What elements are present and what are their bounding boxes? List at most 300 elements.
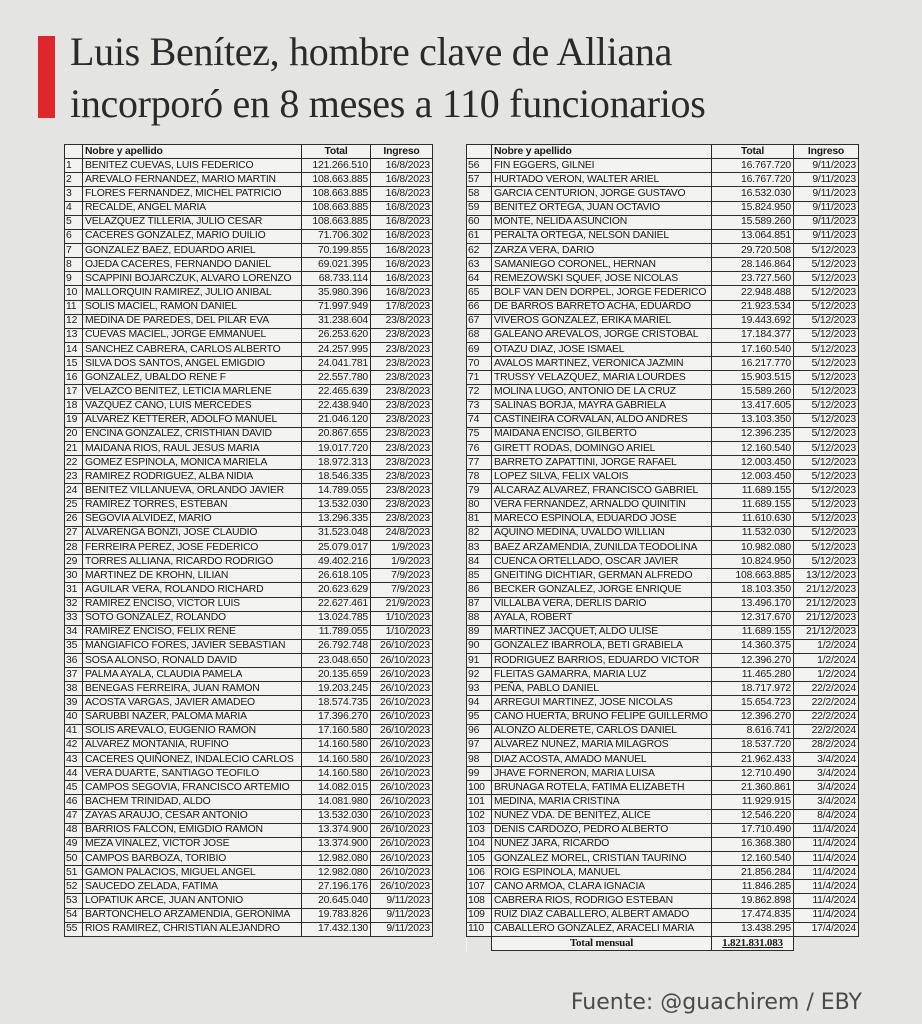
table-row [467, 159, 859, 173]
row-number: 1 [65, 159, 83, 173]
row-number: 45 [65, 781, 83, 795]
table-row [65, 229, 433, 243]
official-name: DIAZ ACOSTA, AMADO MANUEL [492, 753, 712, 767]
official-name: GONZALEZ MOREL, CRISTIAN TAURINO [492, 852, 712, 866]
row-number: 82 [467, 526, 492, 540]
hire-date: 22/2/2024 [794, 724, 859, 738]
hire-date: 5/12/2023 [794, 456, 859, 470]
row-number: 3 [65, 187, 83, 201]
row-number: 93 [467, 682, 492, 696]
official-name: AQUINO MEDINA, UVALDO WILLIAN [492, 526, 712, 540]
salary-total: 31.238.604 [302, 314, 371, 328]
row-number: 26 [65, 512, 83, 526]
row-number: 37 [65, 668, 83, 682]
row-number: 99 [467, 767, 492, 781]
row-number: 42 [65, 738, 83, 752]
table-row [65, 427, 433, 441]
table-row [65, 470, 433, 484]
salary-total: 22.557.780 [302, 371, 371, 385]
salary-total: 13.438.295 [712, 922, 794, 936]
salary-total: 17.160.540 [712, 342, 794, 356]
salary-total: 10.982.080 [712, 540, 794, 554]
salary-total: 21.923.534 [712, 300, 794, 314]
official-name: GOMEZ ESPINOLA, MONICA MARIELA [83, 456, 302, 470]
row-number: 88 [467, 611, 492, 625]
table-row [467, 243, 859, 257]
salary-total: 70.199.855 [302, 243, 371, 257]
hire-date: 5/12/2023 [794, 484, 859, 498]
table-row [467, 272, 859, 286]
hire-date: 11/4/2024 [794, 866, 859, 880]
table-row [467, 201, 859, 215]
official-name: VELAZQUEZ TILLERIA, JULIO CESAR [83, 215, 302, 229]
official-name: GARCIA CENTURION, JORGE GUSTAVO [492, 187, 712, 201]
row-number: 67 [467, 314, 492, 328]
salary-total: 22.948.488 [712, 286, 794, 300]
table-row [467, 908, 859, 922]
row-number: 11 [65, 300, 83, 314]
row-number: 84 [467, 555, 492, 569]
row-number: 39 [65, 696, 83, 710]
official-name: SOLIS MACIEL, RAMON DANIEL [83, 300, 302, 314]
table-row [65, 767, 433, 781]
official-name: VERA DUARTE, SANTIAGO TEOFILO [83, 767, 302, 781]
official-name: TRUSSY VELAZQUEZ, MARIA LOURDES [492, 371, 712, 385]
table-row [65, 456, 433, 470]
table-body-right [467, 159, 859, 937]
hire-date: 11/4/2024 [794, 894, 859, 908]
official-name: RIOS RAMIREZ, CHRISTIAN ALEJANDRO [83, 922, 302, 936]
salary-total: 15.903.515 [712, 371, 794, 385]
salary-total: 14.160.580 [302, 767, 371, 781]
hire-date: 26/10/2023 [371, 738, 433, 752]
table-row [65, 526, 433, 540]
table-row [65, 668, 433, 682]
salary-total: 21.856.284 [712, 866, 794, 880]
table-row [65, 908, 433, 922]
row-number: 72 [467, 385, 492, 399]
official-name: MEDINA, MARIA CRISTINA [492, 795, 712, 809]
row-number: 36 [65, 654, 83, 668]
hire-date: 5/12/2023 [794, 413, 859, 427]
table-row [65, 159, 433, 173]
hire-date: 23/8/2023 [371, 314, 433, 328]
salary-total: 108.663.885 [302, 173, 371, 187]
official-name: ZARZA VERA, DARIO [492, 243, 712, 257]
official-name: FLORES FERNANDEZ, MICHEL PATRICIO [83, 187, 302, 201]
hire-date: 5/12/2023 [794, 342, 859, 356]
official-name: SEGOVIA ALVIDEZ, MARIO [83, 512, 302, 526]
official-name: ZAYAS ARAUJO, CESAR ANTONIO [83, 809, 302, 823]
table-row [65, 173, 433, 187]
hire-date: 17/4/2024 [794, 922, 859, 936]
row-number: 57 [467, 173, 492, 187]
row-number: 69 [467, 342, 492, 356]
salary-total: 13.024.785 [302, 611, 371, 625]
official-name: MANGIAFICO FORES, JAVIER SEBASTIAN [83, 639, 302, 653]
official-name: SANCHEZ CABRERA, CARLOS ALBERTO [83, 342, 302, 356]
hire-date: 5/12/2023 [794, 258, 859, 272]
official-name: MARECO ESPINOLA, EDUARDO JOSE [492, 512, 712, 526]
table-row [65, 738, 433, 752]
source-credit: Fuente: @guachirem / EBY [570, 990, 862, 1015]
hire-date: 16/8/2023 [371, 187, 433, 201]
hire-date: 26/10/2023 [371, 668, 433, 682]
table-row [65, 597, 433, 611]
row-number: 43 [65, 753, 83, 767]
official-name: CAMPOS SEGOVIA, FRANCISCO ARTEMIO [83, 781, 302, 795]
hire-date: 23/8/2023 [371, 512, 433, 526]
official-name: GONZALEZ IBARROLA, BETI GRABIELA [492, 639, 712, 653]
hire-date: 5/12/2023 [794, 272, 859, 286]
row-number: 105 [467, 852, 492, 866]
official-name: ALCARAZ ALVAREZ, FRANCISCO GABRIEL [492, 484, 712, 498]
salary-total: 17.396.270 [302, 710, 371, 724]
row-number: 92 [467, 668, 492, 682]
table-row [65, 540, 433, 554]
headline-line-1: Luis Benítez, hombre clave de Alliana [70, 29, 673, 74]
salary-total: 71.997.949 [302, 300, 371, 314]
headline-accent-bar [38, 36, 55, 118]
table-row [65, 753, 433, 767]
hire-date: 5/12/2023 [794, 555, 859, 569]
hire-date: 11/4/2024 [794, 852, 859, 866]
table-row [65, 880, 433, 894]
salary-total: 35.980.396 [302, 286, 371, 300]
row-number: 6 [65, 229, 83, 243]
official-name: BOLF VAN DEN DORPEL, JORGE FEDERICO [492, 286, 712, 300]
table-row [467, 823, 859, 837]
official-name: VELAZCO BENITEZ, LETICIA MARLENE [83, 385, 302, 399]
table-row [65, 866, 433, 880]
official-name: REMEZOWSKI SQUEF, JOSE NICOLAS [492, 272, 712, 286]
table-row [467, 512, 859, 526]
salary-total: 20.645.040 [302, 894, 371, 908]
row-number: 59 [467, 201, 492, 215]
hire-date: 16/8/2023 [371, 215, 433, 229]
table-row [65, 654, 433, 668]
official-name: LOPEZ SILVA, FELIX VALOIS [492, 470, 712, 484]
hire-date: 26/10/2023 [371, 767, 433, 781]
salary-total: 20.867.655 [302, 427, 371, 441]
hire-date: 9/11/2023 [794, 173, 859, 187]
table-body-left [65, 159, 433, 937]
row-number: 74 [467, 413, 492, 427]
table-row [65, 187, 433, 201]
row-number: 81 [467, 512, 492, 526]
official-name: ACOSTA VARGAS, JAVIER AMADEO [83, 696, 302, 710]
salary-total: 12.396.270 [712, 654, 794, 668]
official-name: CUENCA ORTELLADO, OSCAR JAVIER [492, 555, 712, 569]
salary-total: 12.396.270 [712, 710, 794, 724]
salary-total: 26.618.105 [302, 569, 371, 583]
row-number: 12 [65, 314, 83, 328]
hire-date: 23/8/2023 [371, 470, 433, 484]
hire-date: 3/4/2024 [794, 795, 859, 809]
row-number: 80 [467, 498, 492, 512]
table-row [467, 173, 859, 187]
salary-total: 12.396.235 [712, 427, 794, 441]
row-number: 29 [65, 555, 83, 569]
table-row [467, 724, 859, 738]
salary-total: 14.160.580 [302, 738, 371, 752]
official-name: GONZALEZ, UBALDO RENE F [83, 371, 302, 385]
hire-date: 3/4/2024 [794, 767, 859, 781]
official-name: FLEITAS GAMARRA, MARIA LUZ [492, 668, 712, 682]
official-name: OTAZU DIAZ, JOSE ISMAEL [492, 342, 712, 356]
table-row [467, 837, 859, 851]
salary-total: 18.546.335 [302, 470, 371, 484]
row-number: 27 [65, 526, 83, 540]
row-number: 62 [467, 243, 492, 257]
hire-date: 26/10/2023 [371, 724, 433, 738]
official-name: ROIG ESPINOLA, MANUEL [492, 866, 712, 880]
table-row [65, 611, 433, 625]
official-name: DE BARROS BARRETO ACHA, EDUARDO [492, 300, 712, 314]
table-row [65, 823, 433, 837]
salary-total: 31.523.048 [302, 526, 371, 540]
table-row [65, 724, 433, 738]
salary-total: 12.982.080 [302, 866, 371, 880]
table-row [467, 258, 859, 272]
official-name: MEDINA DE PAREDES, DEL PILAR EVA [83, 314, 302, 328]
row-number: 79 [467, 484, 492, 498]
table-row [467, 286, 859, 300]
row-number: 47 [65, 809, 83, 823]
table-row [65, 512, 433, 526]
table-row [467, 328, 859, 342]
official-name: HURTADO VERON, WALTER ARIEL [492, 173, 712, 187]
official-name: BRUNAGA ROTELA, FATIMA ELIZABETH [492, 781, 712, 795]
table-row [65, 441, 433, 455]
salary-total: 11.929.915 [712, 795, 794, 809]
salary-total: 16.217.770 [712, 357, 794, 371]
salary-total: 16.368.380 [712, 837, 794, 851]
table-row [467, 894, 859, 908]
official-name: GIRETT RODAS, DOMINGO ARIEL [492, 441, 712, 455]
row-number: 109 [467, 908, 492, 922]
salary-total: 13.532.030 [302, 498, 371, 512]
official-name: MOLINA LUGO, ANTONIO DE LA CRUZ [492, 385, 712, 399]
row-number: 17 [65, 385, 83, 399]
salary-total: 17.432.130 [302, 922, 371, 936]
hire-date: 5/12/2023 [794, 399, 859, 413]
row-number: 4 [65, 201, 83, 215]
official-name: VILLALBA VERA, DERLIS DARIO [492, 597, 712, 611]
official-name: TORRES ALLIANA, RICARDO RODRIGO [83, 555, 302, 569]
hire-date: 28/2/2024 [794, 738, 859, 752]
row-number: 76 [467, 441, 492, 455]
table-row [65, 342, 433, 356]
salary-total: 17.184.377 [712, 328, 794, 342]
salary-total: 12.982.080 [302, 852, 371, 866]
table-row [65, 484, 433, 498]
salary-total: 108.663.885 [712, 569, 794, 583]
row-number: 83 [467, 540, 492, 554]
hire-date: 5/12/2023 [794, 427, 859, 441]
hire-date: 1/2/2024 [794, 654, 859, 668]
row-number: 104 [467, 837, 492, 851]
row-number: 87 [467, 597, 492, 611]
table-row [467, 371, 859, 385]
row-number: 9 [65, 272, 83, 286]
table-row [467, 385, 859, 399]
salary-total: 21.046.120 [302, 413, 371, 427]
table-row [467, 710, 859, 724]
row-number: 40 [65, 710, 83, 724]
salary-total: 13.374.900 [302, 823, 371, 837]
table-row [65, 809, 433, 823]
salary-total: 11.689.155 [712, 625, 794, 639]
salary-total: 22.627.461 [302, 597, 371, 611]
table-row [65, 852, 433, 866]
row-number: 52 [65, 880, 83, 894]
official-name: PERALTA ORTEGA, NELSON DANIEL [492, 229, 712, 243]
official-name: RECALDE, ANGEL MARIA [83, 201, 302, 215]
row-number: 14 [65, 342, 83, 356]
official-name: LOPATIUK ARCE, JUAN ANTONIO [83, 894, 302, 908]
row-number: 22 [65, 456, 83, 470]
salary-total: 24.257.995 [302, 342, 371, 356]
hire-date: 11/4/2024 [794, 908, 859, 922]
table-row [467, 639, 859, 653]
salary-total: 13.417.605 [712, 399, 794, 413]
hire-date: 23/8/2023 [371, 441, 433, 455]
official-name: GAMON PALACIOS, MIGUEL ANGEL [83, 866, 302, 880]
row-number: 35 [65, 639, 83, 653]
salary-total: 29.720.508 [712, 243, 794, 257]
official-name: ALONZO ALDERETE, CARLOS DANIEL [492, 724, 712, 738]
official-name: BARTONCHELO ARZAMENDIA, GERONIMA [83, 908, 302, 922]
hire-date: 9/11/2023 [794, 159, 859, 173]
official-name: AVALOS MARTINEZ, VERONICA JAZMIN [492, 357, 712, 371]
table-row [65, 243, 433, 257]
hire-date: 11/4/2024 [794, 823, 859, 837]
table-row [65, 795, 433, 809]
official-name: BARRETO ZAPATTINI, JORGE RAFAEL [492, 456, 712, 470]
hire-date: 26/10/2023 [371, 781, 433, 795]
hire-date: 21/12/2023 [794, 625, 859, 639]
row-number: 18 [65, 399, 83, 413]
table-row [65, 399, 433, 413]
salary-total: 16.532.030 [712, 187, 794, 201]
hire-date: 23/8/2023 [371, 456, 433, 470]
official-name: SOLIS AREVALO, EUGENIO RAMON [83, 724, 302, 738]
hire-date: 9/11/2023 [794, 187, 859, 201]
table-row [467, 314, 859, 328]
official-name: CASTIÑEIRA CORVALAN, ALDO ANDRES [492, 413, 712, 427]
hire-date: 9/11/2023 [794, 215, 859, 229]
table-row [467, 456, 859, 470]
officials-table-left [64, 144, 433, 937]
official-name: SARUBBI NAZER, PALOMA MARIA [83, 710, 302, 724]
official-name: BENITEZ ORTEGA, JUAN OCTAVIO [492, 201, 712, 215]
row-number: 78 [467, 470, 492, 484]
table-row [467, 795, 859, 809]
table-row [467, 781, 859, 795]
table-row [467, 569, 859, 583]
row-number: 110 [467, 922, 492, 936]
table-row [65, 272, 433, 286]
hire-date: 23/8/2023 [371, 484, 433, 498]
hire-date: 21/9/2023 [371, 597, 433, 611]
row-number: 31 [65, 583, 83, 597]
table-row [467, 625, 859, 639]
row-number: 100 [467, 781, 492, 795]
hire-date: 16/8/2023 [371, 286, 433, 300]
row-number: 30 [65, 569, 83, 583]
official-name: VIVEROS GONZALEZ, ERIKA MARIEL [492, 314, 712, 328]
row-number: 98 [467, 753, 492, 767]
table-row [65, 696, 433, 710]
row-number: 49 [65, 837, 83, 851]
official-name: CACERES QUIÑONEZ, INDALECIO CARLOS [83, 753, 302, 767]
row-number: 96 [467, 724, 492, 738]
salary-total: 12.160.540 [712, 441, 794, 455]
official-name: GONZALEZ BAEZ, EDUARDO ARIEL [83, 243, 302, 257]
official-name: BECKER GONZALEZ, JORGE ENRIQUE [492, 583, 712, 597]
header-name: Nobre y apellido [83, 145, 302, 159]
hire-date: 5/12/2023 [794, 540, 859, 554]
hire-date: 26/10/2023 [371, 753, 433, 767]
official-name: CACERES GONZALEZ, MARIO DUILIO [83, 229, 302, 243]
official-name: MARTINEZ DE KROHN, LILIAN [83, 569, 302, 583]
official-name: GNEITING DICHTIAR, GERMAN ALFREDO [492, 569, 712, 583]
official-name: NUÑEZ JARA, RICARDO [492, 837, 712, 851]
row-number: 24 [65, 484, 83, 498]
hire-date: 23/8/2023 [371, 342, 433, 356]
official-name: SOTO GONZALEZ, ROLANDO [83, 611, 302, 625]
row-number: 101 [467, 795, 492, 809]
salary-total: 13.296.335 [302, 512, 371, 526]
table-row [65, 413, 433, 427]
official-name: SOSA ALONSO, RONALD DAVID [83, 654, 302, 668]
row-number: 108 [467, 894, 492, 908]
row-number: 33 [65, 611, 83, 625]
salary-total: 10.824.950 [712, 555, 794, 569]
salary-total: 8.616.741 [712, 724, 794, 738]
table-row [65, 258, 433, 272]
row-number: 77 [467, 456, 492, 470]
salary-total: 11.610.630 [712, 512, 794, 526]
salary-total: 13.532.030 [302, 809, 371, 823]
hire-date: 26/10/2023 [371, 852, 433, 866]
table-row [65, 625, 433, 639]
official-name: MALLORQUIN RAMIREZ, JULIO ANIBAL [83, 286, 302, 300]
official-name: RAMIREZ ENCISO, VICTOR LUIS [83, 597, 302, 611]
table-row [65, 314, 433, 328]
official-name: JHAVE FORNERON, MARIA LUISA [492, 767, 712, 781]
salary-total: 23.727.560 [712, 272, 794, 286]
table-row [467, 682, 859, 696]
row-number: 95 [467, 710, 492, 724]
official-name: MAIDANA RIOS, RAUL JESUS MARIA [83, 441, 302, 455]
row-number: 7 [65, 243, 83, 257]
total-spacer [794, 936, 859, 950]
table-row [65, 371, 433, 385]
table-row [467, 215, 859, 229]
row-number: 73 [467, 399, 492, 413]
salary-total: 69.021.395 [302, 258, 371, 272]
official-name: CANO ARMOA, CLARA IGNACIA [492, 880, 712, 894]
row-number: 15 [65, 357, 83, 371]
official-name: SCAPPINI BOJARCZUK, ALVARO LORENZO [83, 272, 302, 286]
header-number [467, 145, 492, 159]
row-number: 85 [467, 569, 492, 583]
official-name: BARRIOS FALCON, EMIGDIO RAMON [83, 823, 302, 837]
official-name: ALVAREZ KETTERER, ADOLFO MANUEL [83, 413, 302, 427]
salary-total: 21.360.861 [712, 781, 794, 795]
